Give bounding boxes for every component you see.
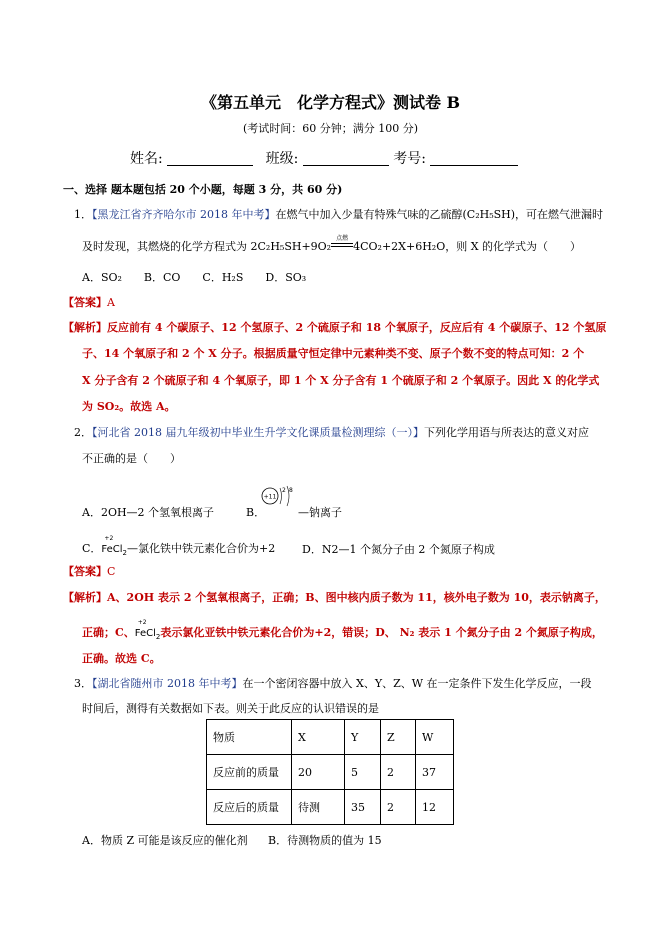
table-header-cell: W — [416, 720, 454, 755]
section-heading: 一、选择 题本题包括 20 个小题，每题 3 分，共 60 分) — [63, 183, 343, 196]
name-field[interactable] — [167, 151, 253, 166]
student-fields — [130, 148, 518, 168]
formula-text: FeCl — [134, 628, 156, 639]
table-header-row — [207, 720, 454, 755]
analysis-text: 反应前有 4 个碳原子、12 个氢原子、2 个硫原子和 18 个氧原子，反应后有 4 个碳原子、12 个氢原 — [107, 321, 607, 334]
question-number: 1． — [74, 208, 92, 221]
question-text: 在燃气中加入少量有特殊气味的乙硫醇(C₂H₅SH)，可在燃气泄漏时 — [275, 208, 604, 221]
question-2-analysis-line-1 — [63, 589, 606, 605]
question-1-line-2 — [82, 235, 582, 254]
table-cell: 35 — [345, 790, 381, 825]
table-header-cell: Z — [381, 720, 416, 755]
question-number: 2． — [74, 426, 92, 439]
sodium-ion-diagram — [258, 480, 298, 512]
question-3-line-2: 时间后，测得有关数据如下表。则关于此反应的认识错误的是 — [82, 702, 379, 715]
question-text: 4CO₂+2X+6H₂O，则 X 的化学式为（ ） — [353, 240, 582, 253]
answer-value: A — [107, 296, 115, 309]
number-label: 考号: — [393, 151, 426, 167]
table-cell: 20 — [292, 755, 345, 790]
question-1-analysis-line-4: 为 SO₂。故选 A。 — [82, 400, 176, 413]
table-cell: 反应后的质量 — [207, 790, 292, 825]
answer-label: 【答案】 — [63, 296, 107, 309]
table-header-cell: 物质 — [207, 720, 292, 755]
question-text: 下列化学用语与所表达的意义对应 — [424, 426, 589, 439]
table-cell: 反应前的质量 — [207, 755, 292, 790]
question-2-option-d: D．N2—1 个氮分子由 2 个氮原子构成 — [302, 543, 495, 556]
question-2-analysis-line-2 — [82, 619, 603, 641]
question-1-options: A．SO₂ B．CO C．H₂S D．SO₃ — [82, 271, 307, 284]
equals-sign — [331, 243, 353, 247]
option-c-label: C． — [82, 542, 102, 555]
question-2-line-2: 不正确的是（ ） — [82, 452, 181, 465]
table-cell: 2 — [381, 755, 416, 790]
question-3-option-b: B．待测物质的值为 15 — [268, 834, 382, 847]
question-1-analysis-line-2: 子、14 个氧原子和 2 个 X 分子。根据质量守恒定律中元素种类不变、原子个数不变的特点可知：2 个 — [82, 347, 585, 360]
question-1-analysis-line-1 — [63, 319, 606, 335]
table-cell: 37 — [416, 755, 454, 790]
table-cell: 2 — [381, 790, 416, 825]
formula-subscript: 2 — [155, 633, 161, 641]
page-title: 《第五单元 化学方程式》测试卷 B — [200, 93, 461, 112]
question-text: 及时发现，其燃烧的化学方程式为 2C₂H₅SH+9O₂ — [82, 240, 332, 253]
reaction-condition — [331, 235, 353, 253]
question-2-option-b-label: B． — [246, 506, 266, 519]
question-number: 3． — [74, 677, 92, 690]
nucleus-charge: +11 — [263, 493, 277, 501]
table-row — [207, 755, 454, 790]
question-3-option-a: A．物质 Z 可能是该反应的催化剂 — [82, 834, 248, 847]
fecl2-formula — [134, 619, 161, 641]
name-label: 姓名: — [130, 151, 163, 167]
analysis-label: 【解析】 — [63, 321, 107, 334]
answer-label: 【答案】 — [63, 565, 107, 578]
analysis-label: 【解析】 — [63, 591, 107, 604]
table-header-cell: Y — [345, 720, 381, 755]
class-field[interactable] — [303, 151, 389, 166]
question-2-answer — [63, 563, 115, 579]
analysis-text: 表示氯化亚铁中铁元素化合价为+2，错误；D、 N₂ 表示 1 个氮分子由 2 个氮原子构成， — [160, 626, 603, 639]
question-source: 【黑龙江省齐齐哈尔市 2018 年中考】 — [92, 208, 276, 221]
class-label: 班级: — [265, 151, 299, 167]
question-source: 【湖北省随州市 2018 年中考】 — [92, 677, 243, 690]
question-source: 【河北省 2018 届九年级初中毕业生升学文化课质量检测理综（一）】 — [92, 426, 424, 439]
question-2-line-1 — [74, 424, 589, 440]
formula-subscript: 2 — [122, 549, 128, 557]
oxidation-state: +2 — [104, 535, 114, 542]
question-3-line-1 — [74, 675, 592, 691]
table-cell: 12 — [416, 790, 454, 825]
question-2-analysis-line-3: 正确。故选 C。 — [82, 652, 161, 665]
formula-text: FeCl — [101, 544, 123, 555]
shell-1-electrons: 2 — [282, 487, 286, 494]
number-field[interactable] — [430, 151, 518, 166]
analysis-text: 正确；C、 — [82, 626, 135, 639]
table-cell: 5 — [345, 755, 381, 790]
question-text: 在一个密闭容器中放入 X、Y、Z、W 在一定条件下发生化学反应，一段 — [242, 677, 592, 690]
shell-2-electrons: 8 — [289, 487, 293, 494]
question-2-option-c — [82, 535, 276, 557]
table-cell: 待测 — [292, 790, 345, 825]
analysis-text: A、2OH 表示 2 个氢氧根离子，正确；B、图中核内质子数为 11，核外电子数为 10，表示钠离子， — [107, 591, 606, 604]
fecl2-formula — [101, 535, 128, 557]
oxidation-state: +2 — [137, 619, 147, 626]
condition-label: 点燃 — [336, 235, 349, 242]
question-1-answer — [63, 294, 115, 310]
table-header-cell: X — [292, 720, 345, 755]
option-c-text: —氯化铁中铁元素化合价为+2 — [127, 542, 276, 555]
question-1-line-1 — [74, 206, 603, 222]
table-row — [207, 790, 454, 825]
question-2-option-a: A．2OH—2 个氢氧根离子 — [82, 506, 215, 519]
data-table — [206, 719, 454, 825]
question-2-option-b-text: —钠离子 — [298, 506, 342, 519]
exam-info: (考试时间：60 分钟；满分 100 分) — [242, 122, 419, 135]
question-1-analysis-line-3: X 分子含有 2 个硫原子和 4 个氧原子，即 1 个 X 分子含有 1 个硫原子和 2 个氧原子。因此 X 的化学式 — [82, 374, 600, 387]
answer-value: C — [107, 565, 116, 578]
